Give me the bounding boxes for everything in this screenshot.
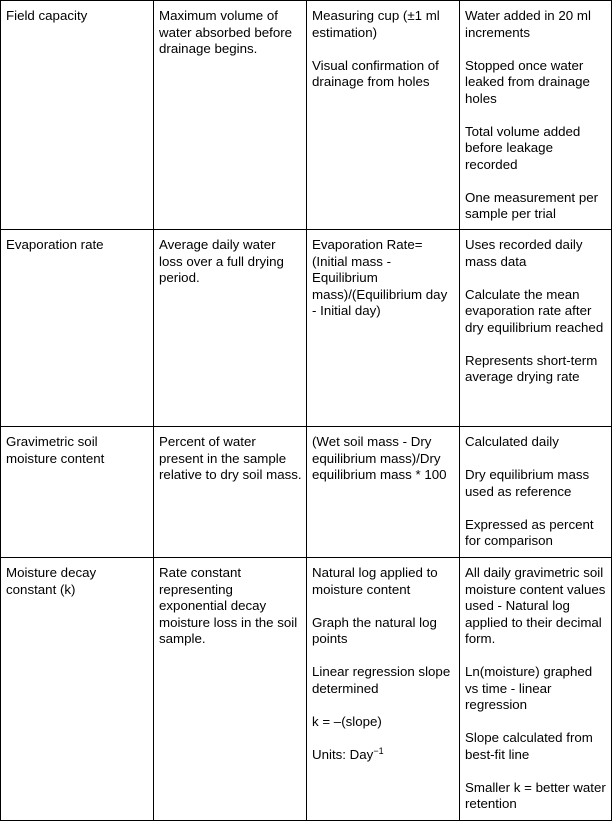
note-line: Represents short-term average drying rate xyxy=(465,352,598,384)
units-line xyxy=(312,747,455,764)
metric-definition-cell xyxy=(154,230,307,427)
note-line: Dry equilibrium mass used as reference xyxy=(465,467,590,499)
metric-notes-cell xyxy=(460,230,612,427)
method-line: Linear regression slope determined xyxy=(312,664,451,696)
method-line: (Wet soil mass - Dry equilibrium mass)/Dry equilibrium mass * 100 xyxy=(312,434,447,482)
metric-name-cell xyxy=(1,1,154,230)
note-line: All daily gravimetric soil moisture content values used - Natural log applied to their decimal form. xyxy=(465,565,606,646)
note-line: Expressed as percent for comparison xyxy=(465,516,594,548)
metric-method-cell xyxy=(307,558,460,821)
metric-notes-cell xyxy=(460,1,612,230)
metric-name: Evaporation rate xyxy=(6,237,104,252)
note-line: Water added in 20 ml increments xyxy=(465,8,591,40)
metric-definition-cell xyxy=(154,1,307,230)
note-line: Ln(moisture) graphed vs time - linear regression xyxy=(465,664,593,712)
note-line: One measurement per sample per trial xyxy=(465,189,599,221)
metric-definition: Maximum volume of water absorbed before drainage begins. xyxy=(159,8,293,56)
note-line: Calculated daily xyxy=(465,434,559,449)
method-line: Evaporation Rate= (Initial mass - Equilibrium mass)/(Equilibrium day - Initial day) xyxy=(312,237,448,318)
table-row xyxy=(1,558,612,821)
note-line: Calculate the mean evaporation rate after dry equilibrium reached xyxy=(465,286,604,335)
table-row xyxy=(1,230,612,427)
metric-definition: Percent of water present in the sample relative to dry soil mass. xyxy=(159,434,302,482)
method-line: Graph the natural log points xyxy=(312,614,437,646)
metric-name: Gravimetric soil moisture content xyxy=(6,434,105,466)
metric-definition: Average daily water loss over a full drying period. xyxy=(159,237,284,285)
units-prefix: Units: Day xyxy=(312,746,374,762)
metric-method-cell xyxy=(307,1,460,230)
note-line: Total volume added before leakage recorded xyxy=(465,123,581,172)
metric-name-cell xyxy=(1,427,154,558)
metric-definition-cell xyxy=(154,558,307,821)
method-line: k = –(slope) xyxy=(312,713,382,729)
table-row xyxy=(1,1,612,230)
method-line: Natural log applied to moisture content xyxy=(312,565,438,597)
note-line: Stopped once water leaked from drainage holes xyxy=(465,57,590,106)
method-line: Visual confirmation of drainage from holes xyxy=(312,57,439,89)
metric-method-cell xyxy=(307,427,460,558)
note-line: Slope calculated from best-fit line xyxy=(465,730,593,762)
units-exponent: −1 xyxy=(373,745,384,756)
metric-definition-cell xyxy=(154,427,307,558)
metric-notes-cell xyxy=(460,558,612,821)
table-row xyxy=(1,427,612,558)
metric-method-cell xyxy=(307,230,460,427)
metric-name: Field capacity xyxy=(6,8,88,23)
metric-name-cell xyxy=(1,230,154,427)
note-line: Uses recorded daily mass data xyxy=(465,237,583,269)
note-line: Smaller k = better water retention xyxy=(465,779,606,811)
method-line: Measuring cup (±1 ml estimation) xyxy=(312,8,440,40)
metric-name-cell xyxy=(1,558,154,821)
metric-name: Moisture decay constant (k) xyxy=(6,565,97,597)
metric-notes-cell xyxy=(460,427,612,558)
metric-definition: Rate constant representing exponential decay moisture loss in the soil sample. xyxy=(159,565,298,646)
